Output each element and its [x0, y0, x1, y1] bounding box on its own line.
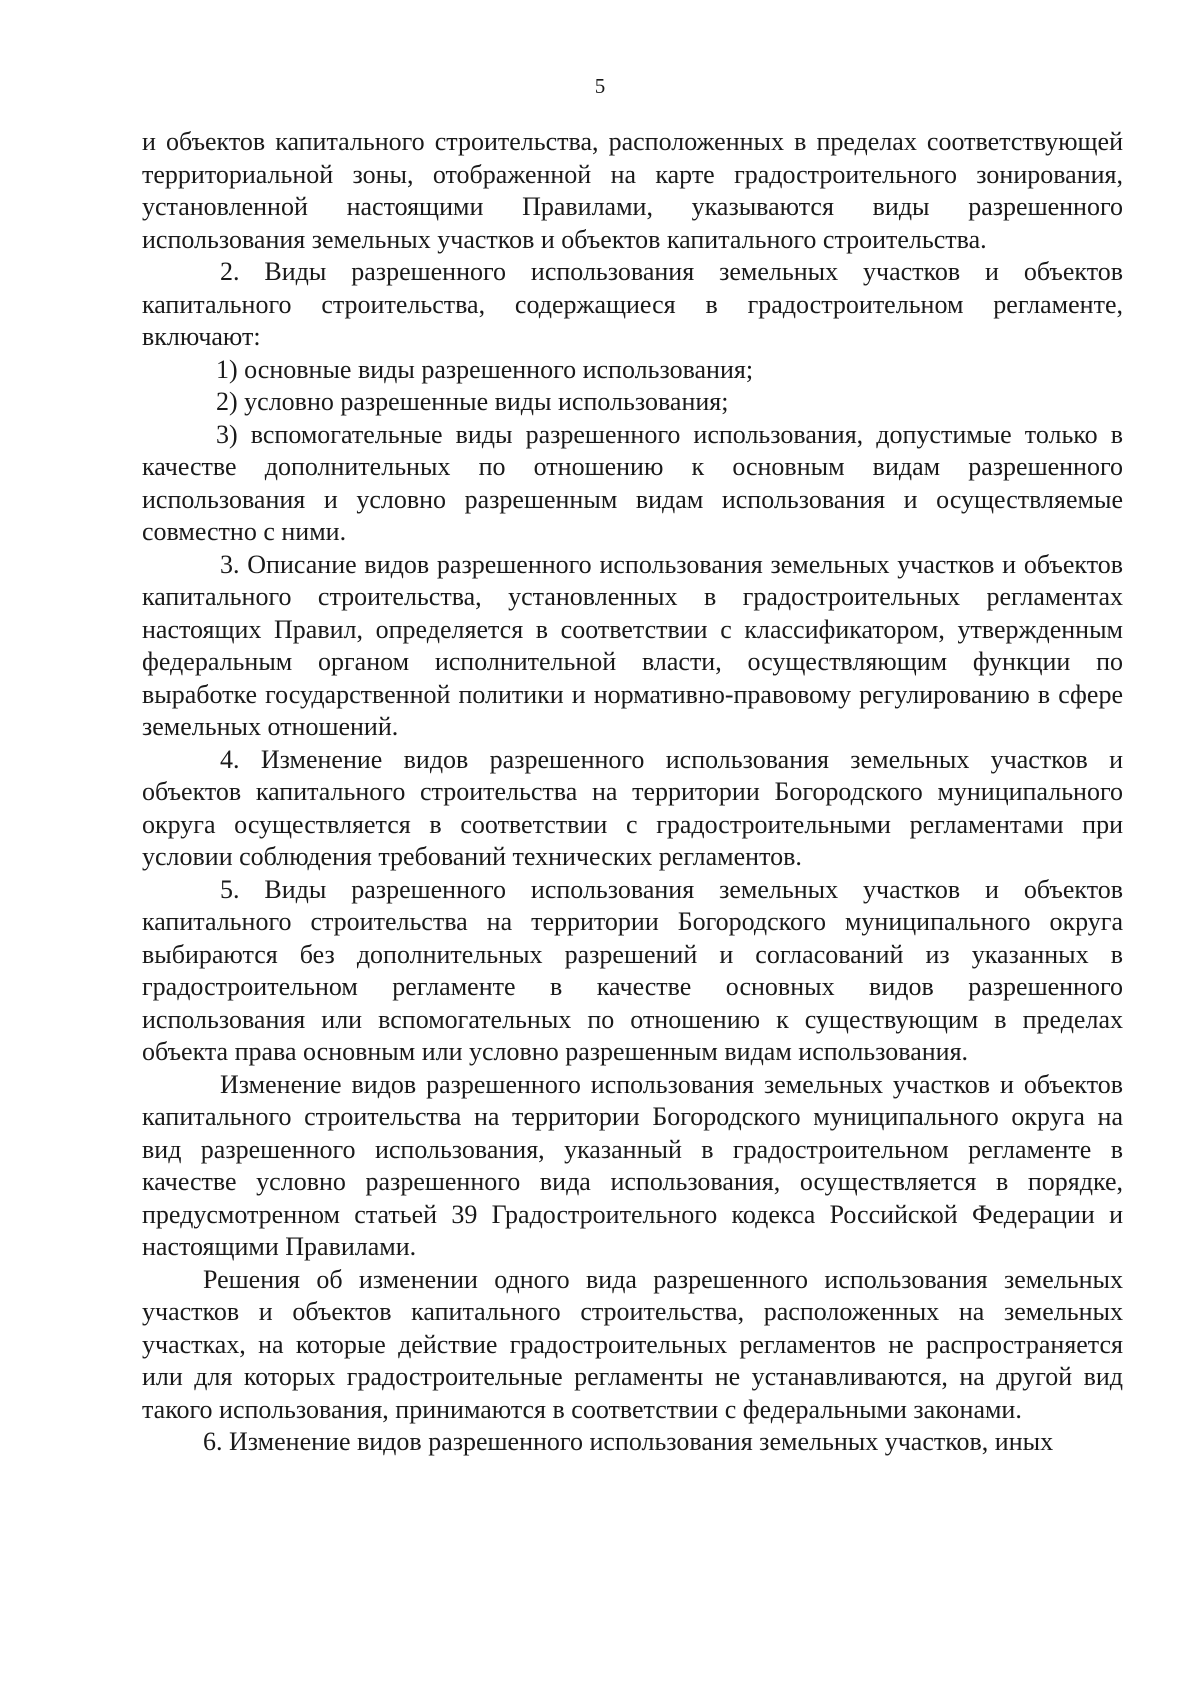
paragraph-5: 5. Виды разрешенного использования земельных участков и объектов капитального строительства на территории Богородского муниципального округа выбираются без дополнительных разрешений и согласований из указанных в градостроительном регламенте в качестве основных видов разрешенного использования или вспомогательных по отношению к существующим в пределах объекта права основным или условно разрешенным видам использования. [142, 874, 1123, 1066]
paragraph-2: 2. Виды разрешенного использования земельных участков и объектов капитального строительства, содержащиеся в градостроительном регламенте, включают: [142, 257, 1123, 351]
paragraph-continuation: и объектов капитального строительства, расположенных в пределах соответствующей территориальной зоны, отображенной на карте градостроительного зонирования, установленной настоящими Правилами, указываются виды разрешенного использования земельных участков и объектов капитального строительства. [142, 127, 1123, 254]
page-number: 5 [594, 74, 606, 98]
paragraph-6: 6. Изменение видов разрешенного использования земельных участков, иных [203, 1427, 1054, 1456]
list-item-3: 3) вспомогательные виды разрешенного использования, допустимые только в качестве дополнительных по отношению к основным видам разрешенного использования и условно разрешенным видам использования и осуществляемые совместно с ними. [142, 419, 1123, 546]
document-body [142, 126, 1123, 1459]
paragraph-4: 4. Изменение видов разрешенного использования земельных участков и объектов капитального строительства на территории Богородского муниципального округа осуществляется в соответствии с градостроительными регламентами при условии соблюдения требований технических регламентов. [142, 744, 1123, 871]
paragraph-5-decisions: Решения об изменении одного вида разрешенного использования земельных участков и объектов капитального строительства, расположенных на земельных участках, на которые действие градостроительных регламентов не распространяется или для которых градостроительные регламенты не устанавливаются, на другой вид такого использования, принимаются в соответствии с федеральными законами. [142, 1264, 1123, 1424]
paragraph-5-change: Изменение видов разрешенного использования земельных участков и объектов капитального строительства на территории Богородского муниципального округа на вид разрешенного использования, указанный в градостроительном регламенте в качестве условно разрешенного вида использования, осуществляется в порядке, предусмотренном статьей 39 Градостроительного кодекса Российской Федерации и настоящими Правилами. [142, 1069, 1123, 1261]
list-item-1: 1) основные виды разрешенного использования; [216, 354, 754, 384]
paragraph-3: 3. Описание видов разрешенного использования земельных участков и объектов капитального строительства, установленных в градостроительных регламентах настоящих Правил, определяется в соответствии с классификатором, утвержденным федеральным органом исполнительной власти, осуществляющим функции по выработке государственной политики и нормативно-правовому регулированию в сфере земельных отношений. [142, 549, 1123, 741]
list-item-2: 2) условно разрешенные виды использования; [216, 387, 729, 416]
